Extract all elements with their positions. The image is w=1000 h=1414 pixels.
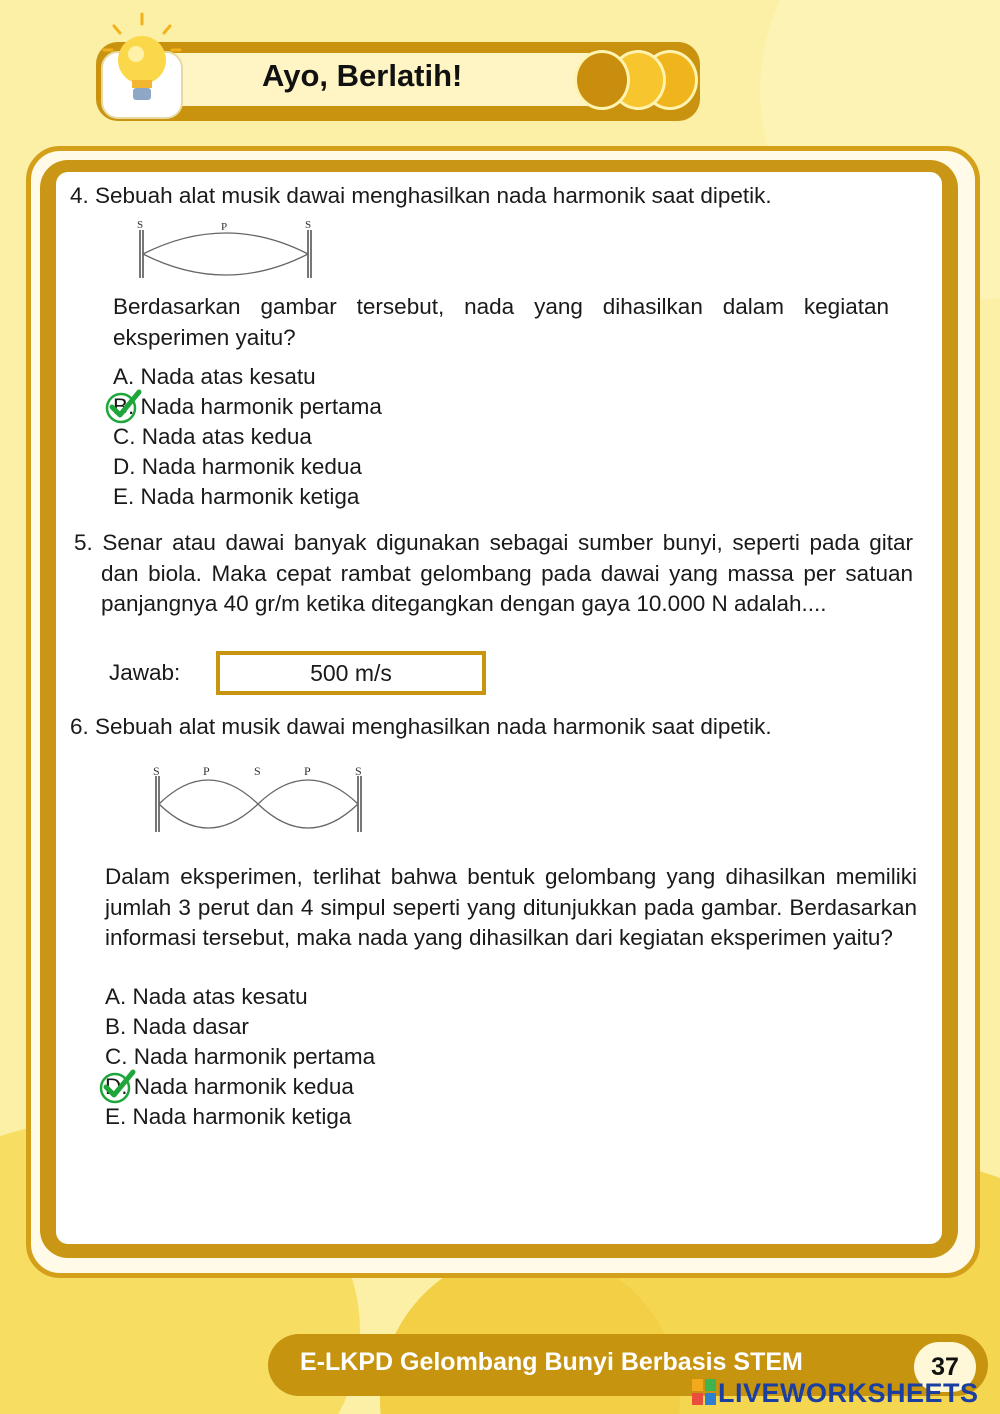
q4-option-a[interactable]: A. Nada atas kesatu — [113, 364, 316, 389]
checkmark-icon — [105, 388, 143, 426]
q4-figure-label: P — [221, 221, 228, 233]
watermark[interactable]: LIVEWORKSHEETS — [718, 1378, 979, 1408]
q4-option-e[interactable]: E. Nada harmonik ketiga — [113, 484, 360, 509]
q6-figure-label: P — [203, 764, 210, 778]
q4-option-c[interactable]: C. Nada atas kedua — [113, 424, 312, 449]
q4-string-wave-figure — [132, 216, 338, 280]
q6-string-wave-figure — [148, 760, 374, 834]
checkmark-icon — [99, 1068, 137, 1106]
q6-option-a[interactable]: A. Nada atas kesatu — [105, 984, 308, 1009]
q6-question: 6. Sebuah alat musik dawai menghasilkan nada harmonik saat dipetik. — [70, 714, 772, 739]
q4-figure-label: S — [137, 219, 144, 231]
q6-figure-label: P — [304, 764, 311, 778]
q6-figure-label: S — [355, 764, 362, 778]
q5-answer-label: Jawab: — [109, 660, 181, 685]
lightbulb-icon — [100, 12, 184, 122]
q6-prompt: Dalam eksperimen, terlihat bahwa bentuk gelombang yang dihasilkan memiliki jumlah 3 perut dan 4 simpul seperti yang ditunjukkan pada gambar. Berdasarkan informasi tersebut, maka nada yang dihasilkan dari kegiatan eksperimen yaitu? — [105, 864, 917, 950]
q5-question: 5. Senar atau dawai banyak digunakan sebagai sumber bunyi, seperti pada gitar dan biola. Maka cepat rambat gelombang pada dawai yang massa per satuan panjangnya 40 gr/m ketika ditegangkan dengan gaya 10.000 N adalah.... — [74, 530, 913, 616]
page-title: Ayo, Berlatih! — [262, 58, 463, 93]
q6-figure-label: S — [254, 764, 261, 778]
q4-option-d[interactable]: D. Nada harmonik kedua — [113, 454, 362, 479]
q6-option-b[interactable]: B. Nada dasar — [105, 1014, 249, 1039]
q4-figure-label: S — [305, 219, 312, 231]
coin-decoration — [574, 50, 630, 110]
q4-question: 4. Sebuah alat musik dawai menghasilkan nada harmonik saat dipetik. — [70, 183, 772, 208]
q5-answer-input[interactable]: 500 m/s — [216, 651, 486, 695]
q4-option-b[interactable]: B. Nada harmonik pertama — [113, 394, 382, 419]
page-number: 37 — [914, 1342, 976, 1392]
q6-option-d[interactable]: D. Nada harmonik kedua — [105, 1074, 354, 1099]
liveworksheets-logo-icon — [692, 1379, 716, 1405]
q6-option-c[interactable]: C. Nada harmonik pertama — [105, 1044, 376, 1069]
q6-option-e[interactable]: E. Nada harmonik ketiga — [105, 1104, 352, 1129]
q6-figure-label: S — [153, 764, 160, 778]
footer-title: E-LKPD Gelombang Bunyi Berbasis STEM — [300, 1348, 803, 1376]
q4-prompt: Berdasarkan gambar tersebut, nada yang dihasilkan dalam kegiatan eksperimen yaitu? — [113, 294, 889, 350]
